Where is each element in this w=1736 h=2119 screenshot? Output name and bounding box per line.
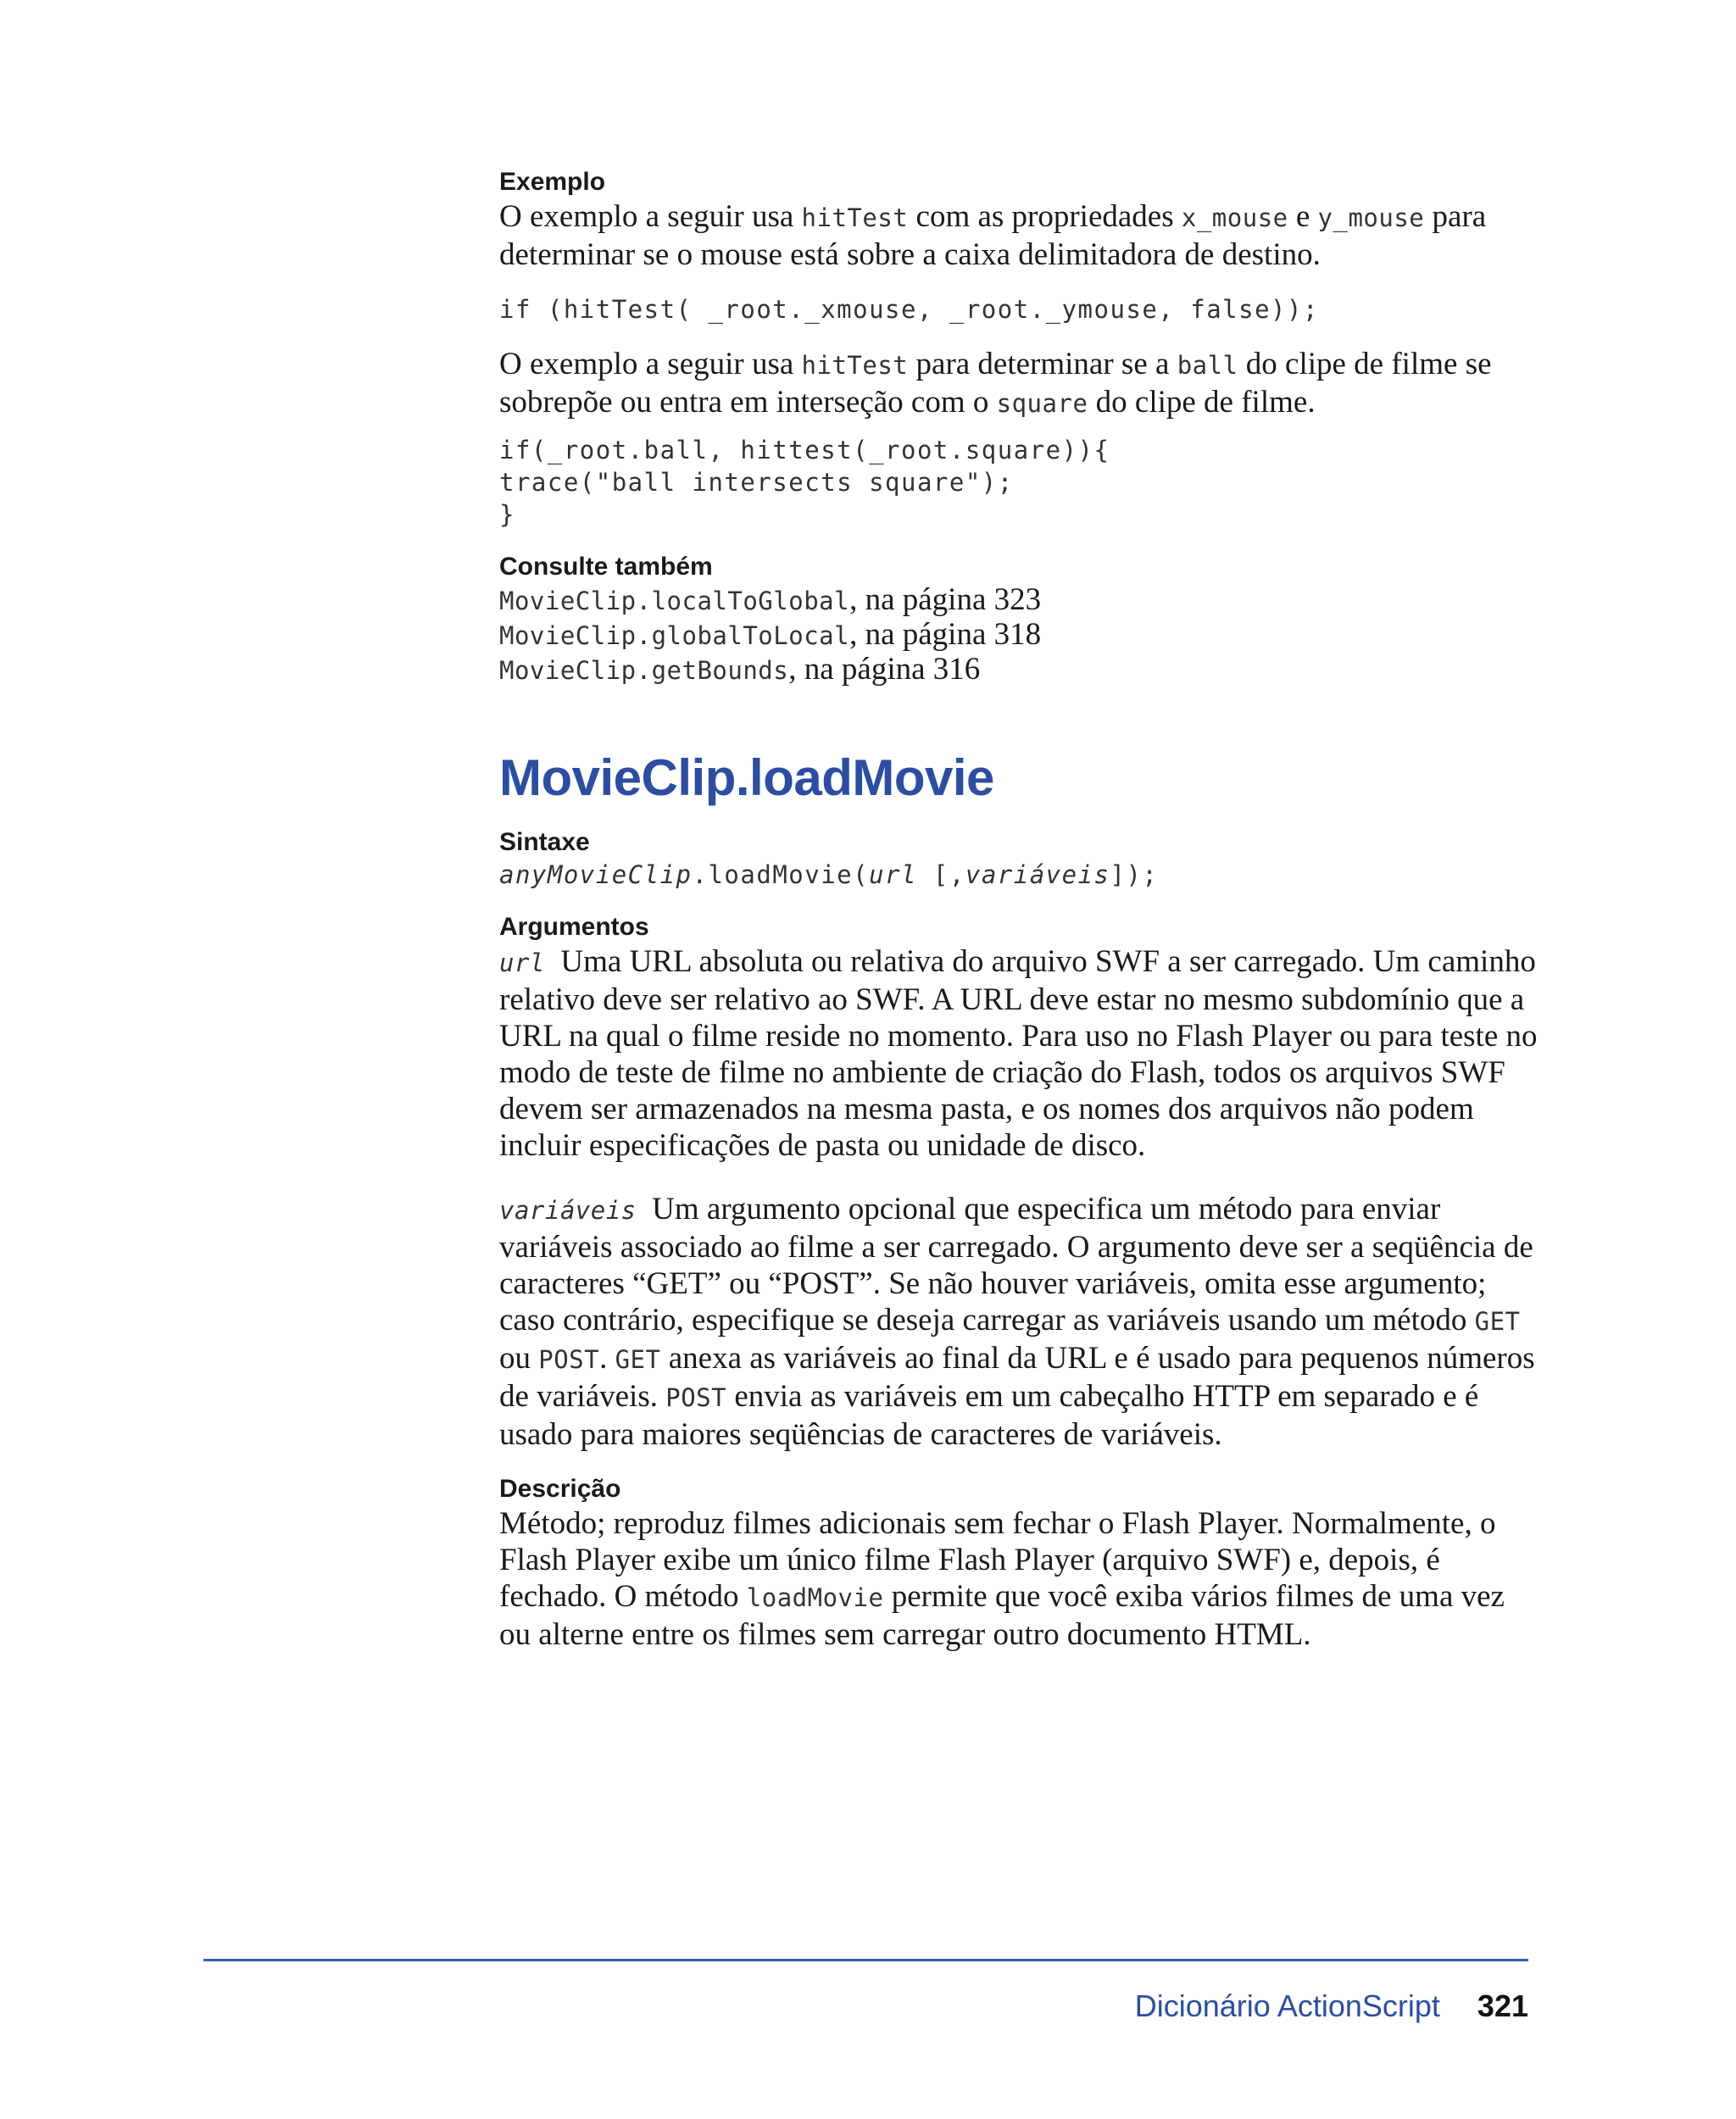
exemplo-paragraph-2 xyxy=(499,346,1542,422)
syntax-text: [, xyxy=(916,860,965,889)
inline-code: hitTest xyxy=(801,203,909,232)
page-ref: , na página 323 xyxy=(849,582,1042,617)
text: Um argumento opcional que especifica um método para enviar variáveis associado ao filme a ser carregado. O argumento deve ser a seqüência de caracteres “GET” ou “POST”. Se não houver variáveis, omita esse argumento; caso contrário, especifique se deseja carregar as variáveis usando um método xyxy=(499,1192,1533,1338)
see-also-item[interactable] xyxy=(499,583,1542,618)
inline-code: GET xyxy=(1474,1307,1521,1336)
argumentos-heading: Argumentos xyxy=(499,913,649,941)
text: Método; reproduz filmes adicionais sem fechar o Flash Player. Normalmente, o Flash Player exibe um único filme Flash Player (arquivo SWF) e, depois, é fechado. O método xyxy=(499,1506,1496,1614)
inline-code: x_mouse xyxy=(1181,203,1288,232)
inline-code: y_mouse xyxy=(1317,203,1425,232)
see-also-heading: Consulte também xyxy=(499,553,713,581)
descricao-paragraph xyxy=(499,1505,1542,1653)
syntax-method: .loadMovie( xyxy=(692,860,870,889)
footer-title: Dicionário ActionScript xyxy=(1134,1988,1440,2023)
sintaxe-heading: Sintaxe xyxy=(499,828,590,856)
inline-code: GET xyxy=(615,1345,661,1374)
argument-variaveis xyxy=(499,1191,1542,1453)
argument-description: Uma URL absoluta ou relativa do arquivo SWF a ser carregado. Um caminho relativo deve ser relativo ao SWF. A URL deve estar no mesmo subdomínio que a URL na qual o filme reside no momento. Para uso no Flash Player ou para teste no modo de teste de filme no ambiente de criação do Flash, todos os arquivos SWF devem ser armazenados na mesma pasta, e os nomes dos arquivos não podem incluir especificações de pasta ou unidade de disco. xyxy=(499,944,1538,1163)
syntax-line xyxy=(499,859,1542,891)
syntax-text: ]); xyxy=(1110,860,1159,889)
inline-code: loadMovie xyxy=(746,1583,884,1612)
text: e xyxy=(1288,199,1318,234)
see-also-list xyxy=(499,583,1542,687)
see-also-item[interactable] xyxy=(499,618,1542,653)
text: permite que você exiba vários filmes de uma vez ou alterne entre os filmes sem carregar outro documento HTML. xyxy=(499,1579,1505,1652)
exemplo-paragraph-1 xyxy=(499,198,1542,273)
inline-code: POST xyxy=(665,1383,727,1412)
text: O exemplo a seguir usa xyxy=(499,199,802,234)
argument-name: url xyxy=(499,948,545,977)
see-also-link[interactable]: MovieClip.globalToLocal xyxy=(499,621,850,650)
text: anexa as variáveis ao final da URL e é usado para pequenos números de variáveis. xyxy=(499,1341,1535,1414)
text: para determinar se a xyxy=(908,347,1177,381)
code-line: trace("ball intersects square"); xyxy=(499,468,1014,497)
text: com as propriedades xyxy=(908,199,1182,234)
section-title: MovieClip.loadMovie xyxy=(499,749,994,806)
text: do clipe de filme se sobrepõe ou entra em interseção com o xyxy=(499,347,1492,420)
inline-code: hitTest xyxy=(801,351,909,380)
argument-url xyxy=(499,943,1542,1164)
page-ref: , na página 316 xyxy=(788,652,981,687)
argument-name: variáveis xyxy=(499,1196,637,1225)
text: O exemplo a seguir usa xyxy=(499,347,802,381)
see-also-link[interactable]: MovieClip.localToGlobal xyxy=(499,587,850,615)
syntax-arg: url xyxy=(869,860,917,889)
inline-code: square xyxy=(996,389,1088,418)
code-sample-1: if (hitTest( _root._xmouse, _root._ymouse, false)); xyxy=(499,295,1319,324)
see-also-item[interactable] xyxy=(499,653,1542,687)
code-line: if(_root.ball, hittest(_root.square)){ xyxy=(499,436,1110,464)
syntax-arg: variáveis xyxy=(965,860,1110,889)
page-footer xyxy=(1135,1988,1528,2025)
code-line: } xyxy=(499,500,515,529)
page-ref: , na página 318 xyxy=(849,617,1042,652)
page-number: 321 xyxy=(1477,1988,1528,2023)
syntax-object: anyMovieClip xyxy=(499,860,693,889)
descricao-heading: Descrição xyxy=(499,1475,621,1503)
inline-code: ball xyxy=(1177,351,1238,380)
code-sample-2 xyxy=(499,434,1542,531)
text: ou xyxy=(499,1341,539,1376)
text: . xyxy=(599,1341,615,1376)
exemplo-heading: Exemplo xyxy=(499,168,606,196)
text: do clipe de filme. xyxy=(1088,385,1316,420)
text: envia as variáveis em um cabeçalho HTTP em separado e é usado para maiores seqüências de caracteres de variáveis. xyxy=(499,1379,1479,1452)
see-also-link[interactable]: MovieClip.getBounds xyxy=(499,656,789,685)
page-content xyxy=(499,166,1542,1653)
text: para determinar se o mouse está sobre a caixa delimitadora de destino. xyxy=(499,199,1487,272)
footer-divider xyxy=(203,1959,1528,1961)
inline-code: POST xyxy=(538,1345,600,1374)
